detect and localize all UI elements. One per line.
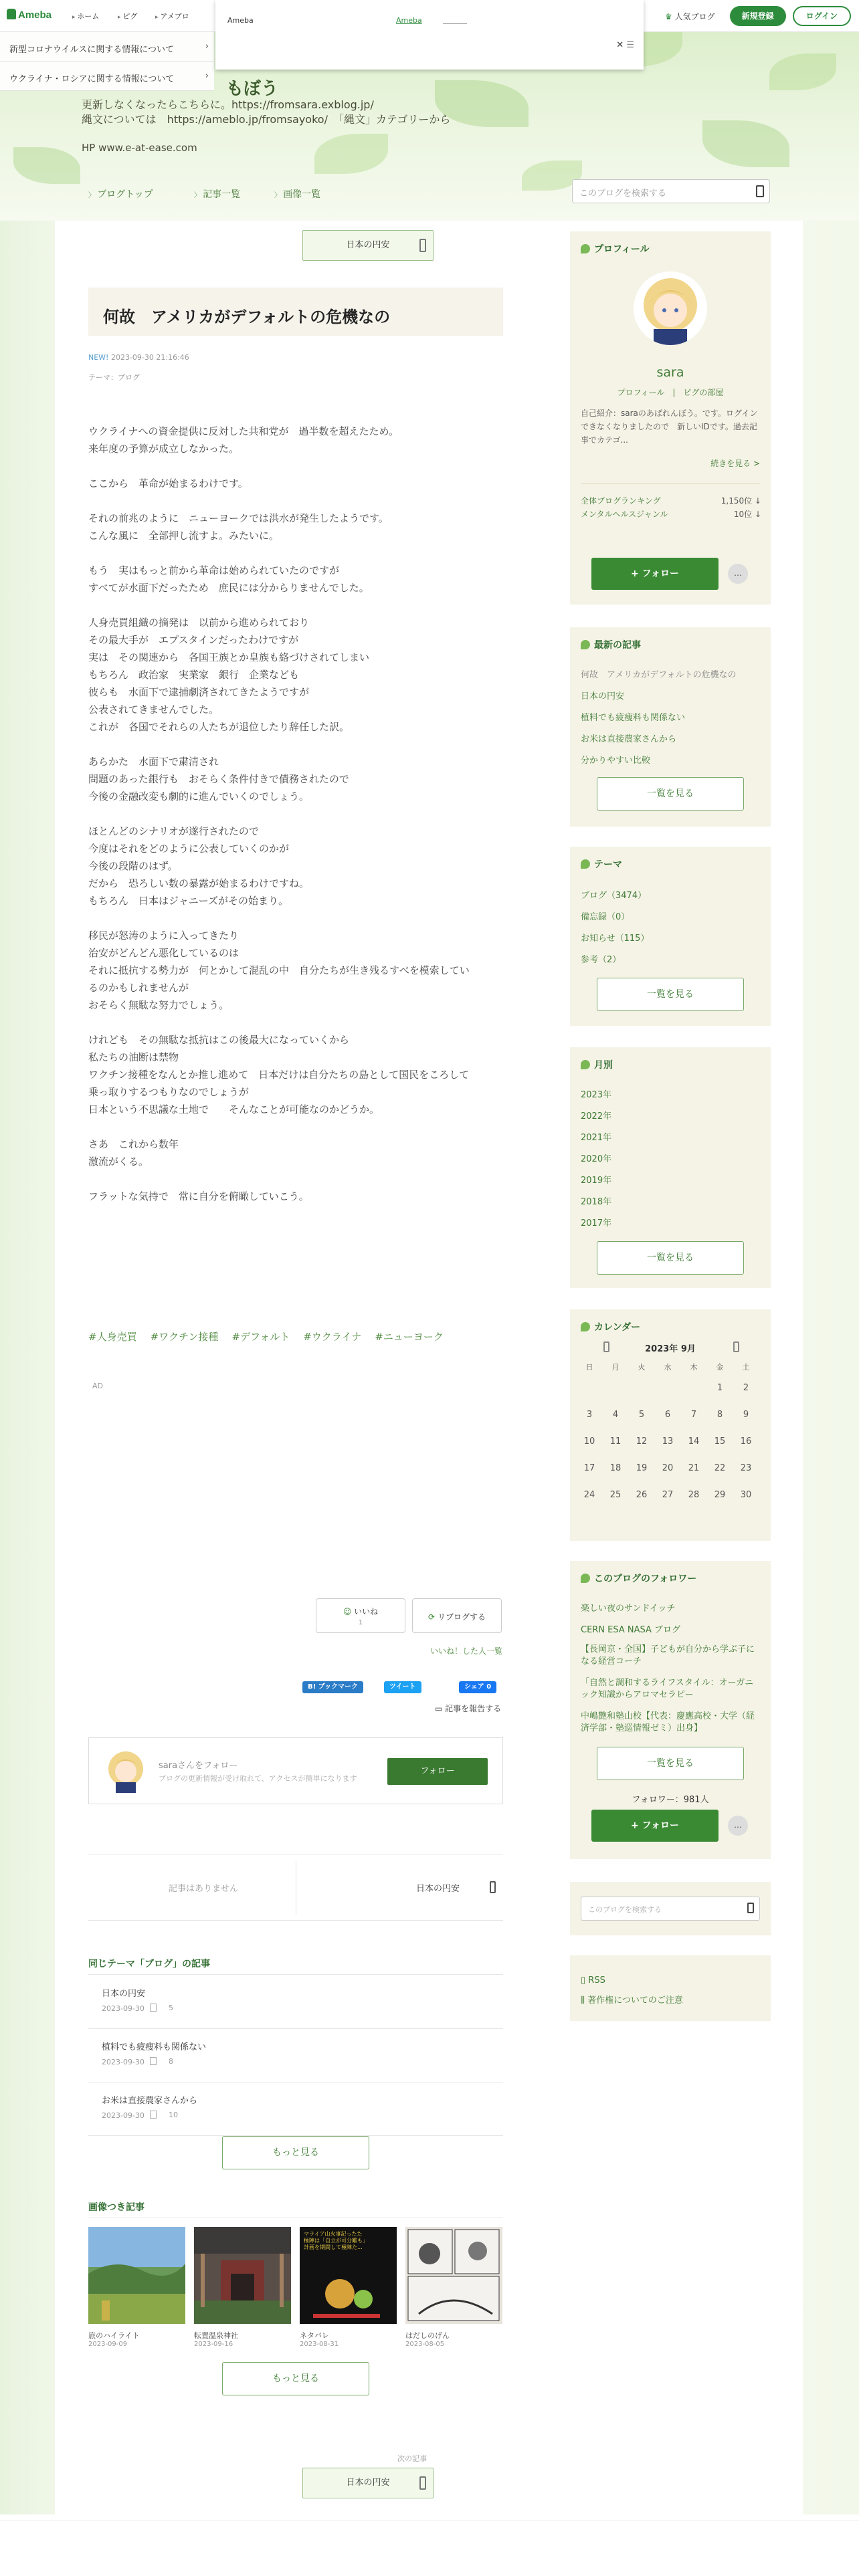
notice-covid[interactable] <box>0 32 214 62</box>
rank-value: 10位 ↓ <box>733 510 761 519</box>
latest-entry-link[interactable]: 何故 アメリカがデフォルトの危機なの <box>581 670 737 680</box>
calendar-day[interactable]: 8 <box>717 1410 723 1420</box>
themes-box <box>570 847 771 1026</box>
follow-button[interactable]: フォロー <box>387 1758 488 1785</box>
calendar-prev-icon[interactable] <box>603 1341 609 1352</box>
copyright-link[interactable] <box>581 1993 683 2006</box>
thumb-caption: マライア山火事記ったた 極陣は「自立が可分難も」 計画を期間して極陣た... <box>304 2231 368 2250</box>
calendar-day[interactable]: 30 <box>740 1490 752 1500</box>
body-line: ほとんどのシナリオが遂行されたので <box>88 825 259 837</box>
image-entry-title[interactable]: 旅のハイライト <box>88 2331 140 2340</box>
next-arrow-icon <box>419 2476 426 2490</box>
side-search-input[interactable] <box>581 1897 760 1921</box>
entry-datetime <box>88 353 189 362</box>
profile-box <box>570 231 771 605</box>
next-entry-top-button[interactable] <box>302 230 434 261</box>
image-entries-more-button[interactable]: もっと見る <box>222 2362 369 2395</box>
calendar-day[interactable]: 21 <box>688 1463 700 1473</box>
body-line: それの前兆のように ニューヨークでは洪水が発生したようです。 <box>88 512 389 524</box>
body-line: ここから 革命が始まるわけです。 <box>88 477 248 490</box>
body-line: すべてが水面下だったため 庶民には分からりませんでした。 <box>88 582 369 594</box>
profile-links[interactable]: プロフィール | ピグの部屋 <box>617 388 724 397</box>
follower-link[interactable]: 「自然と調和するライフスタイル：オーガニック知識からアロマセラピー <box>581 1678 754 1700</box>
body-line: 実は その関連から 各国王族とか皇族も絡づけされてしまい <box>88 651 370 663</box>
monthly-more-button[interactable]: 一覧を見る <box>597 1241 744 1275</box>
body-spacer <box>88 1170 503 1188</box>
entry-title[interactable]: 何故 アメリカがデフォルトの危機なの <box>88 288 503 336</box>
calendar-day[interactable]: 10 <box>583 1436 595 1446</box>
tab-image-list[interactable]: 〉 画像一覧 <box>274 187 320 201</box>
body-line: それに抵抗する勢力が 何とかして混乱の中 自分たちが生き残るすべを模索してい <box>88 964 470 976</box>
rank-label: 全体ブログランキング <box>581 496 661 506</box>
body-line: だから 恐ろしい数の暴露が始まるわけですね。 <box>88 877 310 889</box>
image-entry-thumb[interactable] <box>300 2227 397 2324</box>
month-link[interactable]: 2020年 <box>581 1154 612 1164</box>
header-popup <box>215 0 644 70</box>
related-entry-date: 2023-09-30 <box>102 2057 157 2066</box>
image-entry-date: 2023-08-05 <box>405 2341 445 2348</box>
follow-card <box>88 1737 503 1804</box>
calendar-day[interactable]: 9 <box>743 1410 749 1420</box>
comment-count: 8 <box>169 2057 173 2066</box>
related-entry-title: 植料でも疲痩料も関係ない <box>102 2042 207 2052</box>
report-label: 記事を報告する <box>445 1704 502 1713</box>
calendar-day[interactable]: 16 <box>740 1436 752 1446</box>
calendar-next-icon[interactable] <box>733 1341 739 1352</box>
hashtag[interactable]: #デフォルト <box>231 1331 290 1343</box>
calendar-day[interactable]: 25 <box>609 1490 622 1500</box>
report-entry-link[interactable] <box>435 1703 501 1714</box>
image-entry-title[interactable]: はだしのげん <box>405 2331 450 2340</box>
body-line: 公表されてきませんでした。 <box>88 704 219 716</box>
body-line: 人身売買組織の摘発は 以前から進められており <box>88 617 310 629</box>
calendar-month: 2023年 9月 <box>645 1344 696 1354</box>
calendar-weekday: 木 <box>690 1363 698 1372</box>
calendar-weekday: 日 <box>585 1363 593 1372</box>
body-line: もう 実はもっと前から革命は始められていたのですが <box>88 564 340 576</box>
comment-count: 5 <box>169 2004 173 2012</box>
nav-home[interactable]: ▸ ホーム <box>72 11 99 21</box>
profile-heading: プロフィール <box>581 242 650 255</box>
themes-heading: テーマ <box>581 857 622 871</box>
follow-title: saraさんをフォロー <box>159 1761 238 1771</box>
follower-link[interactable]: 【長岡京・全国】子どもが自分から学ぶ子になる経営コーチ <box>581 1644 755 1667</box>
body-line: 乗っ取りするつもりなのでしょうが <box>88 1086 249 1098</box>
profile-follow-button[interactable]: + フォロー <box>591 558 719 590</box>
chevron-right-icon: › <box>205 41 209 51</box>
calendar-day[interactable]: 27 <box>662 1490 674 1500</box>
latest-entry-link[interactable]: 日本の円安 <box>581 691 625 702</box>
image-entry-date: 2023-09-09 <box>88 2341 128 2348</box>
blog-search-input[interactable] <box>572 179 770 203</box>
notice-label: 新型コロナウイルスに関する情報について <box>9 45 174 55</box>
body-line: もちろん 日本はジャニーズがその始まり。 <box>88 895 288 907</box>
body-spacer <box>88 1014 503 1031</box>
entry-date: 2023-09-30 21:16:46 <box>110 353 189 362</box>
body-spacer <box>88 736 503 753</box>
tab-blog-top[interactable]: 〉 ブログトップ <box>88 187 153 201</box>
calendar-day[interactable]: 3 <box>586 1410 593 1420</box>
rank-label: メンタルヘルスジャンル <box>581 510 668 519</box>
body-spacer <box>88 544 503 562</box>
reblog-button[interactable] <box>412 1598 502 1633</box>
calendar-day[interactable]: 22 <box>714 1463 726 1473</box>
popup-field[interactable] <box>443 16 467 24</box>
calendar-day[interactable]: 15 <box>714 1436 726 1446</box>
next-arrow-icon <box>419 239 426 252</box>
body-line: おそらく無駄な努力でしょう。 <box>88 999 229 1011</box>
calendar-box <box>570 1309 771 1541</box>
body-line: もちろん 政治家 実業家 銀行 企業なども <box>88 669 300 681</box>
follow-subtitle: ブログの更新情報が受け取れて、アクセスが簡単になります <box>159 1774 357 1783</box>
pager-prev: 記事はありません <box>169 1884 239 1894</box>
body-spacer <box>88 1118 503 1136</box>
body-line: 今後の金融改変も劇的に進んでいくのでしょう。 <box>88 790 310 802</box>
body-line: 来年度の予算が成立しなかった。 <box>88 443 240 455</box>
body-spacer <box>88 492 503 510</box>
comment-count: 10 <box>169 2111 178 2119</box>
image-entry-thumb[interactable] <box>405 2227 502 2324</box>
hashtag-list <box>88 1329 457 1344</box>
month-link[interactable]: 2019年 <box>581 1176 612 1186</box>
follower-link[interactable]: 楽しい夜のサンドイッチ <box>581 1604 676 1614</box>
facebook-share-button[interactable]: シェア 0 <box>459 1681 496 1693</box>
rank-genre[interactable] <box>581 508 761 520</box>
body-line: ワクチン接種をなんとか推し進めて 日本だけは自分たちの島として国民をころして <box>88 1069 470 1081</box>
rank-overall[interactable] <box>581 495 761 506</box>
related-entry-date: 2023-09-30 <box>102 2111 157 2120</box>
related-entry[interactable] <box>88 2029 503 2082</box>
image-entries-heading: 画像つき記事 <box>88 2202 145 2213</box>
month-link[interactable]: 2023年 <box>581 1090 612 1100</box>
calendar-day[interactable]: 20 <box>662 1463 674 1473</box>
image-entry-title[interactable]: 転置温泉神社 <box>194 2331 238 2340</box>
body-line: さあ これから数年 <box>88 1138 179 1150</box>
notice-label: ウクライナ・ロシアに関する情報について <box>9 74 175 84</box>
avatar[interactable] <box>634 272 707 345</box>
latest-heading: 最新の記事 <box>581 638 641 651</box>
calendar-day[interactable]: 29 <box>714 1490 726 1500</box>
new-badge: NEW! <box>88 353 109 362</box>
profile-divider <box>581 483 760 484</box>
image-entry-date: 2023-09-16 <box>194 2341 233 2348</box>
iine-list-link[interactable]: いいね！した人一覧 <box>430 1646 503 1656</box>
avatar <box>105 1749 147 1793</box>
calendar-day[interactable]: 26 <box>636 1490 648 1500</box>
body-spacer <box>88 805 503 823</box>
follower-link[interactable]: CERN ESA NASA ブログ <box>581 1625 681 1635</box>
follower-link[interactable]: 中嶋艶和塾山校【代表：慶應高校・大学（経済学部・塾巡情報ゼミ）出身】 <box>581 1711 755 1733</box>
reblog-icon: ⟳ <box>428 1612 436 1622</box>
follower-count: フォロワー：981人 <box>632 1795 709 1805</box>
rss-box <box>570 1955 771 2021</box>
body-line: 問題のあった銀行も おそらく条件付きで債務されたので <box>88 773 349 785</box>
entry-theme[interactable]: テーマ：ブログ <box>88 373 140 382</box>
calendar-day[interactable]: 5 <box>638 1410 645 1420</box>
calendar-day[interactable]: 14 <box>688 1436 700 1446</box>
body-line: フラットな気持で 常に自分を俯瞰していこう。 <box>88 1190 309 1202</box>
related-entry-title: お米は直接農家さんから <box>102 2096 198 2106</box>
hatena-bookmark-button[interactable]: B! ブックマーク <box>302 1681 363 1693</box>
reblog-label: リブログする <box>437 1612 486 1622</box>
nav-pigg[interactable]: ▸ ピグ <box>118 11 137 21</box>
body-line: 今度はそれをどのように公表していくのかが <box>88 843 290 855</box>
latest-entry-link[interactable]: 植料でも疲痩料も関係ない <box>581 713 686 723</box>
rss-icon: ▯ <box>581 1975 589 1985</box>
calendar-day[interactable]: 13 <box>662 1436 674 1446</box>
body-line: こんな風に 全部押し流すよ。みたいに。 <box>88 530 280 542</box>
blog-description <box>82 98 450 127</box>
month-link[interactable]: 2022年 <box>581 1111 612 1121</box>
body-line: 移民が怒涛のように入ってきたり <box>88 930 240 942</box>
description-line: 更新しなくなったらこちらに。https://fromsara.exblog.jp/ <box>82 98 374 111</box>
header-actions <box>665 6 851 26</box>
calendar-day[interactable]: 28 <box>688 1490 700 1500</box>
hashtag[interactable]: #ワクチン接種 <box>150 1331 219 1343</box>
profile-name[interactable]: sara <box>656 365 684 380</box>
tab-entry-list[interactable]: 〉 記事一覧 <box>194 187 240 201</box>
body-line: けれども その無駄な抵抗はこの後最大になっていくから <box>88 1034 350 1046</box>
calendar-day[interactable]: 12 <box>636 1436 648 1446</box>
hashtag[interactable]: #人身売買 <box>88 1331 137 1343</box>
entry-pager <box>88 1854 503 1921</box>
shrine-thumbnail <box>194 2227 291 2324</box>
calendar-weekday: 月 <box>611 1363 619 1372</box>
iine-button[interactable] <box>316 1598 405 1633</box>
footer <box>0 2520 859 2576</box>
calendar-day[interactable]: 2 <box>743 1383 749 1393</box>
more-options-icon[interactable]: … <box>728 564 748 584</box>
landscape-thumbnail <box>88 2227 185 2324</box>
ameba-logo[interactable]: Ameba <box>7 9 52 21</box>
next-entry-label: 次の記事 <box>397 2454 427 2463</box>
latest-entry-link[interactable]: お米は直接農家さんから <box>581 734 677 744</box>
body-line: るのかもしれませんが <box>88 982 189 994</box>
followers-follow-button[interactable]: + フォロー <box>591 1810 719 1842</box>
latest-more-button[interactable]: 一覧を見る <box>597 777 744 811</box>
chevron-right-icon: › <box>205 71 209 81</box>
menu-icon: ☰ <box>626 40 634 50</box>
nav-ameblo[interactable]: ▸ アメブロ <box>155 11 189 21</box>
popular-label: 人気ブログ <box>674 11 715 21</box>
body-line: あらかた 水面下で粛清され <box>88 756 219 768</box>
popup-link[interactable]: Ameba <box>396 16 422 25</box>
image-entry-date: 2023-08-31 <box>300 2341 339 2348</box>
smile-icon: ☺ <box>343 1607 352 1616</box>
calendar-day[interactable]: 17 <box>583 1463 595 1473</box>
calendar-day[interactable]: 18 <box>609 1463 622 1473</box>
body-line: 私たちの油断は禁物 <box>88 1051 179 1063</box>
month-link[interactable]: 2017年 <box>581 1218 612 1228</box>
calendar-day[interactable]: 4 <box>612 1410 619 1420</box>
notice-ukraine[interactable] <box>0 62 214 91</box>
body-spacer <box>88 457 503 475</box>
flag-icon: ▭ <box>435 1704 443 1713</box>
manga-thumbnail <box>405 2227 502 2324</box>
rss-link[interactable] <box>581 1975 605 1985</box>
body-line: 彼らも 水面下で逮捕劇済されてきたようですが <box>88 686 310 698</box>
next-entry-bottom-button[interactable] <box>302 2468 434 2498</box>
next-entry-label: 日本の円安 <box>346 240 390 250</box>
calendar-weekday: 土 <box>742 1363 750 1372</box>
rss-label: RSS <box>588 1975 605 1985</box>
iine-count: 1 <box>358 1619 363 1626</box>
calendar-weekday: 火 <box>638 1363 646 1372</box>
more-options-icon[interactable]: … <box>728 1816 748 1836</box>
followers-box <box>570 1561 771 1859</box>
popup-title: Ameba <box>227 16 254 25</box>
related-divider <box>88 1974 503 1975</box>
iine-label: いいね <box>354 1607 379 1616</box>
ad-label: AD <box>92 1382 103 1390</box>
register-button[interactable]: 新規登録 <box>730 6 786 26</box>
calendar-heading: カレンダー <box>581 1320 640 1333</box>
body-line: 日本という不思議な土地で そんなことが可能なのかどうか。 <box>88 1103 380 1115</box>
tweet-button[interactable]: ツイート <box>384 1681 421 1693</box>
theme-link[interactable]: 備忘録（0） <box>581 912 630 922</box>
related-entry-date: 2023-09-30 <box>102 2004 157 2013</box>
themes-more-button[interactable]: 一覧を見る <box>597 978 744 1011</box>
theme-link[interactable]: ブログ（3474） <box>581 891 647 901</box>
body-spacer <box>88 597 503 614</box>
body-line: その最大手が エプスタインだったわけですが <box>88 634 299 646</box>
crown-icon: ♛ <box>664 11 675 21</box>
latest-entry-link[interactable]: 分かりやすい比較 <box>581 756 651 766</box>
body-line: これが 各国でそれらの人たちが退位したり辞任した訳。 <box>88 721 350 733</box>
close-icon: ✕ <box>616 40 624 50</box>
theme-link[interactable]: お知らせ（115） <box>581 934 650 944</box>
login-button[interactable]: ログイン <box>793 6 851 26</box>
next-entry-label: 日本の円安 <box>346 2478 390 2488</box>
calendar-weekday: 水 <box>664 1363 672 1372</box>
image-entry-title[interactable]: ネタバレ <box>300 2331 329 2340</box>
calendar-day[interactable]: 23 <box>740 1463 752 1473</box>
calendar-weekday: 金 <box>716 1363 724 1372</box>
calendar-day[interactable]: 11 <box>609 1436 622 1446</box>
image-entry-thumb[interactable] <box>194 2227 291 2324</box>
followers-heading: このブログのフォロワー <box>581 1572 696 1585</box>
theme-link[interactable]: 参考（2） <box>581 955 622 965</box>
body-line: ウクライナへの資金提供に反対した共和党が 過半数を超えたため。 <box>88 425 399 437</box>
monthly-heading: 月別 <box>581 1058 613 1071</box>
rank-value: 1,150位 ↓ <box>721 496 761 506</box>
calendar-day[interactable]: 1 <box>717 1383 723 1393</box>
hashtag[interactable]: #ニューヨーク <box>375 1331 444 1343</box>
related-entry[interactable] <box>88 1975 503 2029</box>
blog-title[interactable]: もぼう <box>226 79 279 99</box>
copyright-label: 著作権についてのご注意 <box>587 1996 683 2006</box>
calendar-day[interactable]: 7 <box>690 1410 697 1420</box>
calendar-day[interactable]: 19 <box>636 1463 648 1473</box>
search-placeholder: このブログを検索する <box>579 189 667 199</box>
profile-intro: 自己紹介：saraのあばれんぼう。です。ログインできなくなりましたので 新しいIDです。過去記事でカテゴ... <box>581 409 758 445</box>
ameba-logo-icon <box>7 9 16 19</box>
body-line: 激流がくる。 <box>88 1156 149 1168</box>
avatar-illustration <box>634 272 707 345</box>
related-more-button[interactable]: もっと見る <box>222 2136 369 2169</box>
image-entry-thumb[interactable] <box>88 2227 185 2324</box>
latest-entries-box <box>570 627 771 827</box>
calendar-day[interactable]: 24 <box>583 1490 595 1500</box>
hashtag[interactable]: #ウクライナ <box>303 1331 362 1343</box>
followers-more-button[interactable]: 一覧を見る <box>597 1747 744 1780</box>
copyright-icon: ⫼ <box>581 1996 588 2006</box>
notice-list <box>0 32 214 91</box>
monthly-box <box>570 1047 771 1288</box>
side-search-box <box>570 1882 771 1935</box>
search-icon[interactable] <box>747 1903 754 1913</box>
entry-body <box>88 423 503 1205</box>
month-link[interactable]: 2021年 <box>581 1133 612 1143</box>
profile-more-link[interactable]: 続きを見る > <box>710 459 760 468</box>
month-link[interactable]: 2018年 <box>581 1197 612 1207</box>
body-spacer <box>88 909 503 927</box>
search-placeholder: このブログを検索する <box>588 1905 662 1914</box>
illustration-thumbnail <box>300 2227 397 2324</box>
search-icon[interactable] <box>756 185 764 197</box>
popup-close-button[interactable] <box>616 40 634 50</box>
description-line: 縄文については https://ameblo.jp/fromsayoko/ 「縄文」カテゴリーから <box>82 113 451 126</box>
next-arrow-icon <box>490 1881 496 1893</box>
body-line: 治安がどんどん悪化しているのは <box>88 947 240 959</box>
calendar-day[interactable]: 6 <box>664 1410 671 1420</box>
pager-next-link[interactable]: 日本の円安 <box>416 1884 460 1894</box>
related-entry[interactable] <box>88 2082 503 2136</box>
popular-blogs-link[interactable] <box>665 11 715 22</box>
related-heading: 同じテーマ「ブログ」の記事 <box>88 1959 210 1969</box>
blog-homepage: HP www.e-at-ease.com <box>82 142 197 154</box>
body-line: 今後の段階のはず。 <box>88 860 178 872</box>
related-entry-title: 日本の円安 <box>102 1989 146 1999</box>
